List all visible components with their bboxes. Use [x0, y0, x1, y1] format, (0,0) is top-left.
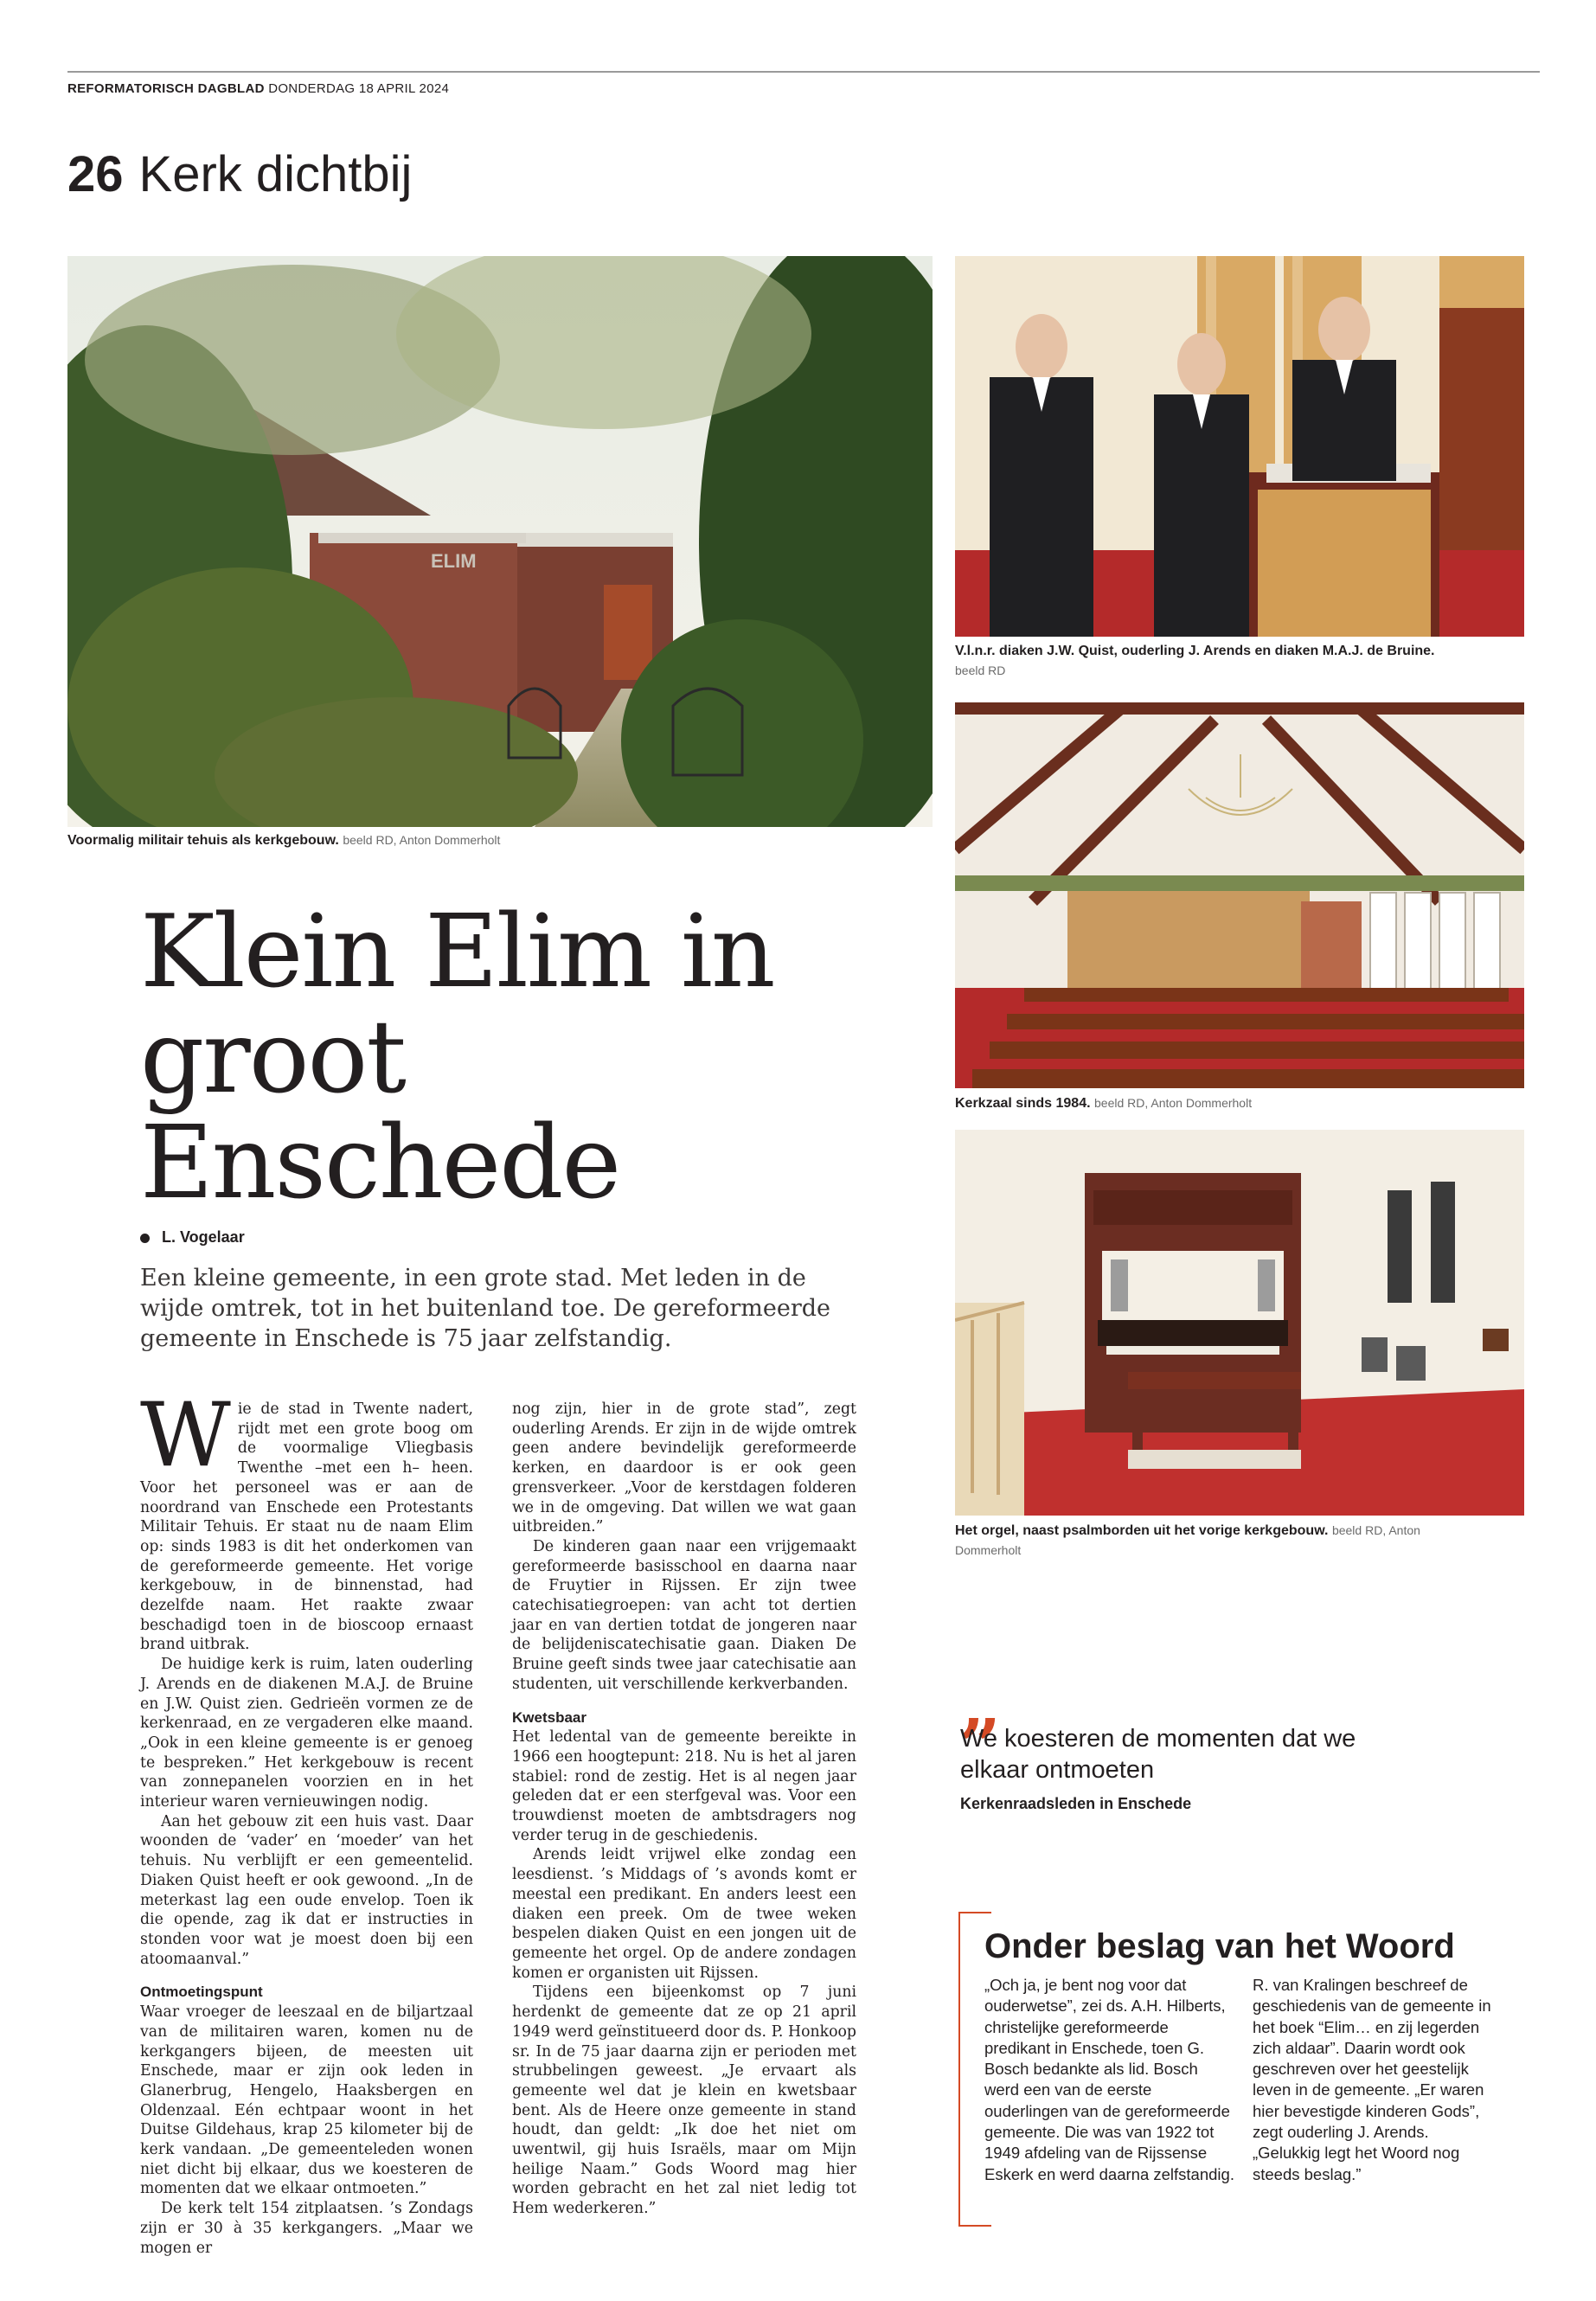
- sidebar-column-2: R. van Kralingen beschreef de geschiedenis van de gemeente in het boek “Elim… en zij legerden zich aldaar”. Daarin wordt ook geschreven over het geestelijk leven in de gemeente. „Er waren hier bevestigde kinderen Gods”, zegt ouderling J. Arends. „Gelukkig legt het Woord nog steeds beslag.”: [1253, 1976, 1491, 2183]
- headline-line-2: groot Enschede: [140, 999, 620, 1221]
- paragraph: De kinderen gaan naar een vrijgemaakt gereformeerde basisschool en daarna naar de Fruytier in Rijssen. Er zijn twee catechisatiegroepen: van acht tot dertien jaar en van dertien totdat de jongeren naar de belijdeniscatechisatie gaan. Diaken De Bruine geeft sinds twee jaar catechisatie aan studenten, uit verschillende kerkverbanden.: [512, 1537, 856, 1693]
- sidebar-column-1: „Och ja, je bent nog voor dat ouderwetse”, zei ds. A.H. Hilberts, christelijke gereformeerde predikant in Enschede, toen G. Bosch bedankte als lid. Bosch werd een van de eerste ouderlingen van de gereformeerde gemeente. Die was van 1922 tot 1949 afdeling van de Rijssense Eskerk en werd daarna zelfstandig.: [984, 1976, 1234, 2183]
- photo-church-officers: [955, 256, 1524, 637]
- paragraph: ie de stad in Twente nadert, rijdt met een grote boog om de voormalige Vliegbasis Twenthe –met een h– heen. Voor het personeel was er aan de noordrand van Enschede een Protestants Militair Tehuis. Er staat nu de naam Elim op: sinds 1983 is dit het onderkomen van de gereformeerde gemeente. Het vorige kerkgebouw, in de binnenstad, had dezelfde naam. Het raakte zwaar beschadigd toen in de bioscoop ernaast brand uitbrak.: [140, 1400, 473, 1654]
- photo-credit: beeld RD, Anton Dommerholt: [343, 833, 501, 847]
- elim-sign-text: ELIM: [431, 550, 477, 572]
- article-intro: Een kleine gemeente, in een grote stad. Met leden in de wijde omtrek, tot in het buitenland toe. De gereformeerde gemeente in Enschede is 75 jaar zelfstandig.: [140, 1265, 831, 1352]
- caption-church-hall: [955, 1093, 1543, 1113]
- article-column-2: [512, 1400, 856, 2219]
- dropcap: W: [140, 1384, 231, 1487]
- caption-church-exterior: [67, 830, 933, 850]
- sidebar-title: Onder beslag van het Woord: [984, 1927, 1455, 1965]
- caption-church-organ: [955, 1521, 1543, 1561]
- photo-credit-line2: Dommerholt: [955, 1543, 1022, 1557]
- page-number: 26: [67, 146, 124, 202]
- article-column-1: [140, 1384, 473, 2258]
- subheading: Ontmoetingspunt: [140, 1984, 263, 2001]
- paragraph: Waar vroeger de leeszaal en de biljartzaal van de militairen waren, komen nu de kerkgangers bijeen, de meesten uit Enschede, maar er zijn ook leden in Glanerbrug, Hengelo, Haaksbergen en Oldenzaal. Eén echtpaar woont in het Duitse Gildehaus, krap 25 kilometer bij de kerk vandaan. „De gemeenteleden wonen niet dicht bij elkaar, dus we koesteren de momenten dat we elkaar ontmoeten.”: [140, 2003, 473, 2198]
- sidebar-box-bottom-rule: [958, 2225, 991, 2227]
- pull-quote-source: Kerkenraadsleden in Enschede: [960, 1795, 1192, 1812]
- caption-text: Voormalig militair tehuis als kerkgebouw.: [67, 833, 339, 848]
- caption-text: Het orgel, naast psalmborden uit het vorige kerkgebouw.: [955, 1523, 1329, 1538]
- church-hall-image: [955, 702, 1524, 1088]
- masthead: [67, 71, 1540, 96]
- paragraph: Arends leidt vrijwel elke zondag een leesdienst. ’s Middags of ’s avonds komt er meestal een predikant. En anders leest een diaken een preek. Om de twee weken bespelen diaken Quist en een jongen uit de gemeente het orgel. Op de andere zondagen komen er organisten uit Rijssen.: [512, 1846, 856, 1982]
- paragraph: Tijdens een bijeenkomst op 7 juni herdenkt de gemeente dat ze op 21 april 1949 werd geïnstitueerd door ds. P. Honkoop sr. In de 75 jaar daarna zijn er perioden met strubbelingen geweest. „Je ervaart als gemeente wel dat je klein en kwetsbaar bent. Als de Heere onze gemeente in stand houdt, dan geldt: „Ik doe het niet om uwentwil, gij huis Israëls, maar om Mijn heilige Naam.” Gods Woord mag hier worden gebracht en het zal niet ledig tot Hem wederkeren.”: [512, 1984, 856, 2218]
- church-exterior-image: [67, 256, 933, 827]
- photo-credit: beeld RD: [955, 663, 1006, 677]
- masthead-paper: REFORMATORISCH DAGBLAD: [67, 81, 265, 96]
- paragraph: Het ledental van de gemeente bereikte in 1966 een hoogtepunt: 218. Nu is het al jaren stabiel: rond de zestig. Het is al negen jaar geleden dat er een sterfgeval was. Voor een trouwdienst moeten de ambtsdragers nog verder terug in de geschiedenis.: [512, 1728, 856, 1844]
- pull-quote: We koesteren de momenten dat we elkaar ontmoeten: [960, 1725, 1356, 1784]
- church-organ-image: [955, 1130, 1524, 1516]
- photo-church-hall: [955, 702, 1524, 1088]
- paragraph: De kerk telt 154 zitplaatsen. ’s Zondags zijn er 30 à 35 kerkgangers. „Maar we mogen er: [140, 2200, 473, 2257]
- paragraph: De huidige kerk is ruim, laten ouderling J. Arends en de diakenen M.A.J. de Bruine en J.W. Quist zien. Gedrieën vormen ze de kerkenraad, en ze vergaderen elke maand. „Ook in een kleine gemeente is er genoeg te bespreken.” Het kerkgebouw is recent van zonnepanelen voorzien en in het interieur waren vernieuwingen nodig.: [140, 1656, 473, 1811]
- section-name: Kerk dichtbij: [138, 146, 413, 202]
- quote-mark-icon: „: [960, 1661, 996, 1747]
- article-headline: [140, 894, 901, 1221]
- sidebar-box-top-rule: [958, 1912, 991, 1913]
- author-name: L. Vogelaar: [162, 1228, 245, 1246]
- church-officers-image: [955, 256, 1524, 637]
- headline-line-1: Klein Elim in: [140, 894, 774, 1010]
- caption-church-officers: [955, 642, 1543, 681]
- paragraph: Aan het gebouw zit een huis vast. Daar woonden de ‘vader’ en ‘moeder’ van het tehuis. Nu verblijft er een gemeentelid. Diaken Quist heeft er ook gewoond. „In de meterkast lag een oude envelop. Toen ik die opende, zag ik dat er instructies in stonden voor wat je moest doen bij een atoomaanval.”: [140, 1812, 473, 1968]
- paragraph: nog zijn, hier in de grote stad”, zegt ouderling Arends. Er zijn in de wijde omtrek geen andere bevindelijk gereformeerde kerken, en daardoor is er ook geen grensverkeer. „Voor de kerstdagen folderen we in de omgeving. Dat willen we wat gaan uitbreiden.”: [512, 1400, 856, 1536]
- byline-bullet: [140, 1234, 150, 1243]
- masthead-date: DONDERDAG 18 APRIL 2024: [268, 81, 450, 96]
- subheading: Kwetsbaar: [512, 1708, 586, 1726]
- photo-credit: beeld RD, Anton Dommerholt: [1094, 1096, 1253, 1110]
- byline: [140, 1228, 245, 1247]
- photo-church-organ: [955, 1130, 1524, 1516]
- photo-church-exterior: [67, 256, 933, 827]
- caption-text: V.l.n.r. diaken J.W. Quist, ouderling J. Arends en diaken M.A.J. de Bruine.: [955, 644, 1435, 658]
- photo-credit: beeld RD, Anton: [1331, 1523, 1420, 1537]
- caption-text: Kerkzaal sinds 1984.: [955, 1096, 1091, 1111]
- section-heading: [67, 145, 412, 203]
